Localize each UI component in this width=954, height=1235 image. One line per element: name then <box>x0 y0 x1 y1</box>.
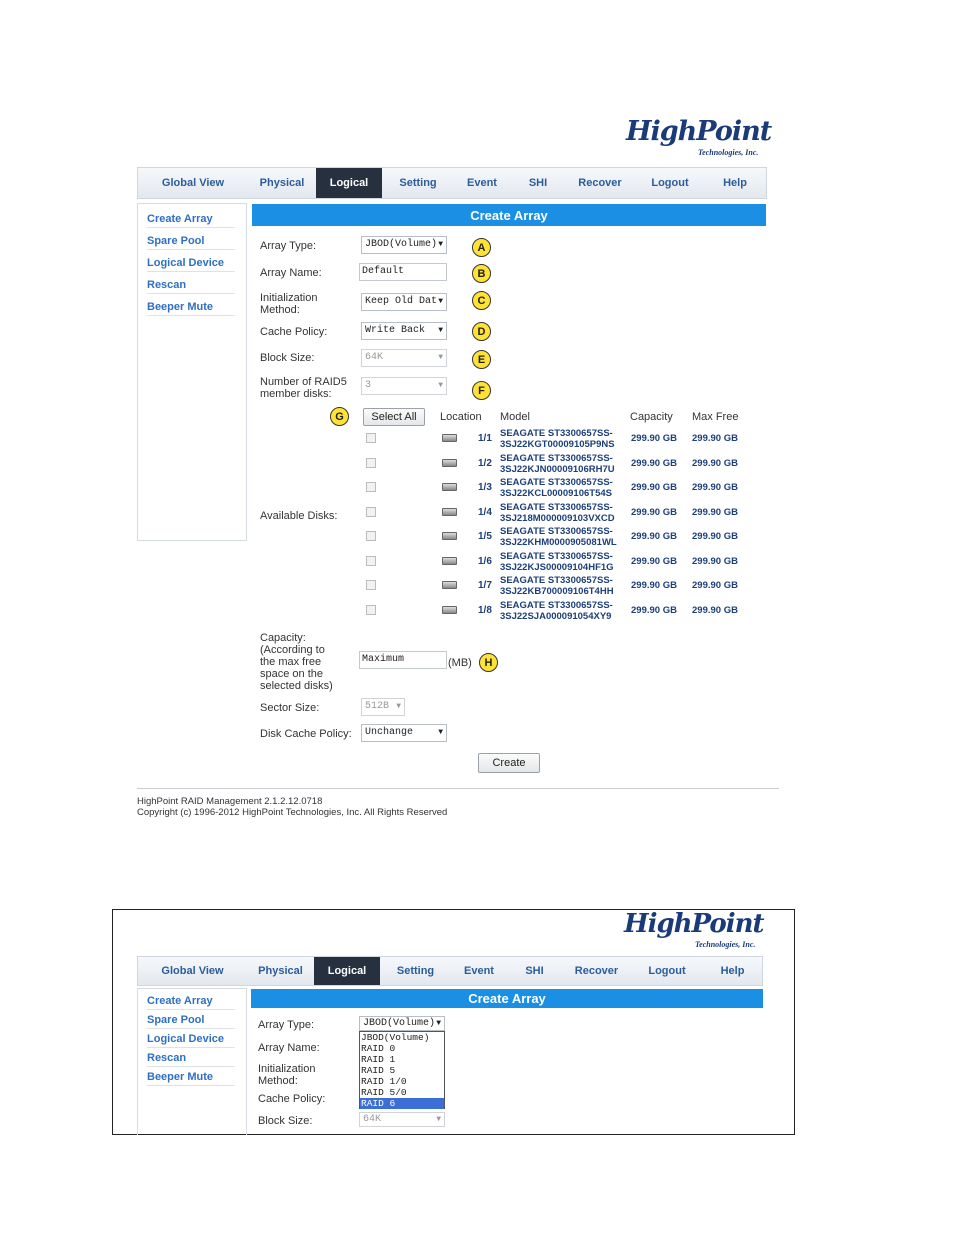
disk-model-line1: SEAGATE ST3300657SS- <box>500 526 613 537</box>
chevron-down-icon: ▼ <box>438 240 443 249</box>
tab-physical[interactable]: Physical <box>258 965 303 977</box>
disk-model-line2: 3SJ22KCL00009106T54S <box>500 488 612 499</box>
sidebar-item-spare-pool[interactable]: Spare Pool <box>147 235 235 250</box>
badge-b: B <box>472 264 491 283</box>
disk-max-free: 299.90 GB <box>692 556 738 567</box>
disk-checkbox[interactable] <box>366 605 376 615</box>
disk-model-line1: SEAGATE ST3300657SS- <box>500 502 613 513</box>
tab-event[interactable]: Event <box>467 177 497 189</box>
disk-cache-value: Unchange <box>365 727 414 738</box>
chevron-down-icon: ▼ <box>438 297 443 306</box>
chevron-down-icon: ▼ <box>438 326 443 335</box>
array-type-option[interactable]: RAID 5 <box>361 1065 396 1076</box>
init-method-select[interactable] <box>361 293 447 311</box>
disk-location: 1/3 <box>478 482 492 493</box>
main-tab-bar <box>137 956 763 986</box>
disk-model-line1: SEAGATE ST3300657SS- <box>500 477 613 488</box>
chevron-down-icon: ▼ <box>438 353 443 362</box>
column-model: Model <box>500 411 530 423</box>
main-tab-bar <box>137 167 767 199</box>
init-method-label: Initialization Method: <box>260 292 318 316</box>
create-array-header: Create Array <box>251 989 763 1008</box>
disk-checkbox[interactable] <box>366 531 376 541</box>
disk-max-free: 299.90 GB <box>692 458 738 469</box>
block-size-value: 64K <box>365 352 384 363</box>
sidebar-item-spare-pool[interactable]: Spare Pool <box>147 1014 235 1029</box>
array-type-select[interactable] <box>361 236 447 254</box>
disk-model-line2: 3SJ218M000009103VXCD <box>500 513 615 524</box>
disk-checkbox[interactable] <box>366 433 376 443</box>
sidebar-item-logical-device[interactable]: Logical Device <box>147 1033 235 1048</box>
footer-copyright: Copyright (c) 1996-2012 HighPoint Technologies, Inc. All Rights Reserved <box>137 807 448 818</box>
tab-physical[interactable]: Physical <box>259 177 305 189</box>
array-type-select[interactable] <box>359 1016 445 1031</box>
disk-checkbox[interactable] <box>366 556 376 566</box>
disk-capacity: 299.90 GB <box>631 433 677 444</box>
tab-logout[interactable]: Logout <box>648 965 686 977</box>
chevron-down-icon: ▼ <box>438 381 443 390</box>
disk-max-free: 299.90 GB <box>692 605 738 616</box>
raid5-disks-value: 3 <box>365 380 372 391</box>
disk-location: 1/1 <box>478 433 492 444</box>
block-size-select[interactable] <box>359 1112 445 1127</box>
cache-policy-select[interactable] <box>361 322 447 340</box>
disk-capacity: 299.90 GB <box>631 605 677 616</box>
chevron-down-icon: ▼ <box>438 728 443 737</box>
sidebar-item-logical-device[interactable]: Logical Device <box>147 257 235 272</box>
disk-drive-icon <box>442 557 457 565</box>
disk-drive-icon <box>442 532 457 540</box>
disk-cache-label: Disk Cache Policy: <box>260 728 352 740</box>
chevron-down-icon: ▼ <box>436 1115 441 1124</box>
tab-shi[interactable]: SHI <box>528 177 548 189</box>
tab-shi[interactable]: SHI <box>525 965 544 977</box>
disk-model-line2: 3SJ22KB700009106T4HH <box>500 586 614 597</box>
array-type-option[interactable]: JBOD(Volume) <box>361 1032 430 1043</box>
badge-c: C <box>472 291 491 310</box>
block-size-label: Block Size: <box>258 1115 313 1127</box>
create-array-header: Create Array <box>252 204 766 226</box>
array-name-label: Array Name: <box>260 267 322 279</box>
block-size-value: 64K <box>363 1114 382 1125</box>
sector-size-value: 512B <box>365 701 390 712</box>
disk-location: 1/5 <box>478 531 492 542</box>
disk-drive-icon <box>442 483 457 491</box>
tab-help[interactable]: Help <box>720 965 745 977</box>
column-capacity: Capacity <box>630 411 673 423</box>
disk-drive-icon <box>442 508 457 516</box>
disk-capacity: 299.90 GB <box>631 507 677 518</box>
badge-e: E <box>472 350 491 369</box>
disk-drive-icon <box>442 459 457 467</box>
disk-location: 1/2 <box>478 458 492 469</box>
highpoint-logo: HighPoint <box>624 909 764 939</box>
column-location: Location <box>440 411 482 423</box>
array-name-input[interactable]: Default <box>359 263 447 281</box>
disk-checkbox[interactable] <box>366 482 376 492</box>
badge-h: H <box>479 653 498 672</box>
disk-max-free: 299.90 GB <box>692 580 738 591</box>
block-size-label: Block Size: <box>260 352 315 364</box>
disk-model-line1: SEAGATE ST3300657SS- <box>500 600 613 611</box>
select-all-button[interactable]: Select All <box>363 408 425 426</box>
tab-setting[interactable]: Setting <box>396 965 435 977</box>
badge-f: F <box>472 381 491 400</box>
tab-recover[interactable]: Recover <box>574 965 619 977</box>
column-max-free: Max Free <box>692 411 739 423</box>
disk-max-free: 299.90 GB <box>692 482 738 493</box>
array-type-option[interactable]: RAID 5/0 <box>361 1087 407 1098</box>
create-button[interactable]: Create <box>478 753 540 773</box>
block-size-select[interactable] <box>361 349 447 367</box>
disk-drive-icon <box>442 434 457 442</box>
init-method-label: Initialization Method: <box>258 1063 316 1087</box>
disk-capacity: 299.90 GB <box>631 458 677 469</box>
disk-drive-icon <box>442 581 457 589</box>
disk-model-line1: SEAGATE ST3300657SS- <box>500 575 613 586</box>
disk-capacity: 299.90 GB <box>631 580 677 591</box>
tab-global-view[interactable]: Global View <box>161 965 224 977</box>
disk-model-line2: 3SJ22KGT00009105P9NS <box>500 439 615 450</box>
available-disks-label: Available Disks: <box>260 510 338 522</box>
tab-global-view[interactable]: Global View <box>161 177 225 189</box>
highpoint-logo: HighPoint <box>626 116 772 147</box>
disk-model-line2: 3SJ22SJA000091054XY9 <box>500 611 612 622</box>
sidebar-item-beeper-mute[interactable]: Beeper Mute <box>147 1071 235 1086</box>
disk-drive-icon <box>442 606 457 614</box>
disk-location: 1/6 <box>478 556 492 567</box>
sidebar-item-create-array[interactable]: Create Array <box>147 213 235 228</box>
disk-capacity: 299.90 GB <box>631 556 677 567</box>
sector-size-select[interactable] <box>361 698 405 716</box>
tab-logical[interactable]: Logical <box>314 957 380 985</box>
disk-model-line1: SEAGATE ST3300657SS- <box>500 551 613 562</box>
disk-location: 1/8 <box>478 605 492 616</box>
footer-divider <box>137 788 779 789</box>
disk-capacity: 299.90 GB <box>631 531 677 542</box>
array-type-option[interactable]: RAID 6 <box>360 1098 444 1109</box>
chevron-down-icon: ▼ <box>396 702 401 711</box>
array-type-option[interactable]: RAID 1/0 <box>361 1076 407 1087</box>
sector-size-label: Sector Size: <box>260 702 320 714</box>
capacity-input[interactable]: Maximum <box>359 651 447 669</box>
array-type-option[interactable]: RAID 1 <box>361 1054 396 1065</box>
array-type-option[interactable]: RAID 0 <box>361 1043 396 1054</box>
disk-model-line2: 3SJ22KHM0000905081WL <box>500 537 617 548</box>
logo-subtitle: Technologies, Inc. <box>698 148 759 157</box>
badge-d: D <box>472 322 491 341</box>
sidebar-item-create-array[interactable]: Create Array <box>147 995 235 1010</box>
cache-policy-value: Write Back <box>365 325 426 336</box>
tab-recover[interactable]: Recover <box>578 177 622 189</box>
array-type-value: JBOD(Volume) <box>365 239 438 250</box>
cache-policy-label: Cache Policy: <box>260 326 328 338</box>
array-type-dropdown <box>359 1031 445 1109</box>
capacity-label: Capacity: (According to the max free space on the selected disks) <box>260 632 333 692</box>
sidebar <box>137 203 247 541</box>
raid5-disks-select[interactable] <box>361 377 447 395</box>
tab-logout[interactable]: Logout <box>651 177 689 189</box>
array-type-label: Array Type: <box>260 240 317 252</box>
init-method-value: Keep Old Dat <box>365 296 438 307</box>
disk-model-line2: 3SJ22KJN00009106RH7U <box>500 464 615 475</box>
footer-version: HighPoint RAID Management 2.1.2.12.0718 <box>137 796 323 807</box>
sidebar-item-beeper-mute[interactable]: Beeper Mute <box>147 301 235 316</box>
logo-subtitle: Technologies, Inc. <box>695 940 756 949</box>
disk-checkbox[interactable] <box>366 458 376 468</box>
disk-model-line1: SEAGATE ST3300657SS- <box>500 453 613 464</box>
array-name-label: Array Name: <box>258 1042 320 1054</box>
disk-max-free: 299.90 GB <box>692 531 738 542</box>
sidebar-item-rescan[interactable]: Rescan <box>147 1052 235 1067</box>
tab-setting[interactable]: Setting <box>399 177 437 189</box>
sidebar <box>137 988 247 1135</box>
disk-max-free: 299.90 GB <box>692 433 738 444</box>
raid5-disks-label: Number of RAID5 member disks: <box>260 376 347 400</box>
disk-cache-select[interactable] <box>361 724 447 742</box>
cache-policy-label: Cache Policy: <box>258 1093 326 1105</box>
badge-g: G <box>330 407 349 426</box>
tab-event[interactable]: Event <box>464 965 494 977</box>
disk-capacity: 299.90 GB <box>631 482 677 493</box>
chevron-down-icon: ▼ <box>436 1019 441 1028</box>
disk-model-line1: SEAGATE ST3300657SS- <box>500 428 613 439</box>
disk-checkbox[interactable] <box>366 580 376 590</box>
disk-location: 1/4 <box>478 507 492 518</box>
tab-logical[interactable]: Logical <box>316 168 382 198</box>
disk-max-free: 299.90 GB <box>692 507 738 518</box>
capacity-unit: (MB) <box>448 657 472 669</box>
tab-help[interactable]: Help <box>723 177 747 189</box>
disk-checkbox[interactable] <box>366 507 376 517</box>
disk-model-line2: 3SJ22KJS00009104HF1G <box>500 562 614 573</box>
array-type-label: Array Type: <box>258 1019 315 1031</box>
badge-a: A <box>472 238 491 257</box>
array-type-value: JBOD(Volume) <box>363 1018 436 1029</box>
disk-location: 1/7 <box>478 580 492 591</box>
sidebar-item-rescan[interactable]: Rescan <box>147 279 235 294</box>
